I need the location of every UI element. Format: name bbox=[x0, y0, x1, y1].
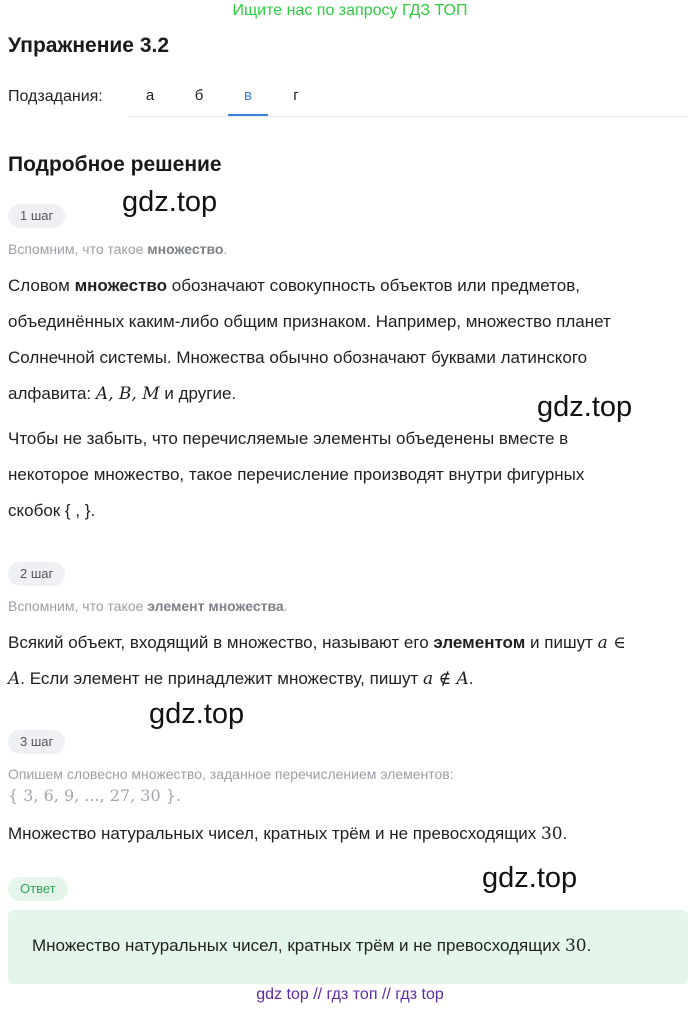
step-2-paragraph bbox=[8, 625, 688, 697]
text-line: некоторое множество, такое перечисление производят внутри фигурных bbox=[8, 465, 585, 484]
text-line: Чтобы не забыть, что перечисляемые элементы объеденены вместе в bbox=[8, 429, 569, 448]
step-2-hint: Вспомним, что такое элемент множества. bbox=[8, 598, 288, 614]
footer-links: gdz top // гдз топ // гдз top bbox=[256, 986, 444, 1003]
step-1-paragraph-2 bbox=[8, 421, 688, 529]
set-notation: { 3, 6, 9, ..., 27, 30 }. bbox=[8, 786, 181, 805]
subtasks-label: Подзадания: bbox=[8, 88, 103, 105]
tab-v[interactable]: в bbox=[228, 78, 268, 116]
tab-b[interactable]: б bbox=[194, 87, 204, 104]
math-letters: A, B, M bbox=[95, 384, 160, 404]
step-1-badge: 1 шаг bbox=[8, 204, 65, 228]
step-2-badge: 2 шаг bbox=[8, 562, 65, 586]
answer-badge: Ответ bbox=[8, 877, 68, 901]
subtask-tabs bbox=[128, 78, 688, 117]
tab-g[interactable]: г bbox=[293, 87, 299, 104]
text-line: Словом множество обозначают совокупность объектов или предметов, bbox=[8, 276, 580, 295]
text-line: алфавита: A, B, M и другие. bbox=[8, 384, 237, 404]
watermark: gdz.top bbox=[149, 698, 245, 730]
promo-banner: Ищите нас по запросу ГДЗ ТОП bbox=[232, 2, 468, 19]
answer-box bbox=[8, 910, 688, 984]
watermark: gdz.top bbox=[537, 391, 633, 423]
answer-text: Множество натуральных чисел, кратных трём и не превосходящих 30. bbox=[32, 936, 592, 956]
watermark: gdz.top bbox=[482, 862, 578, 894]
step-3-text: Множество натуральных чисел, кратных трём и не превосходящих 30. bbox=[8, 824, 568, 844]
text-line: скобок { , }. bbox=[8, 501, 96, 520]
step-3-hint: Опишем словесно множество, заданное перечислением элементов: bbox=[8, 766, 454, 782]
step-1-hint: Вспомним, что такое множество. bbox=[8, 241, 228, 257]
text-line: A. Если элемент не принадлежит множеству, пишут a ∉ A. bbox=[8, 669, 474, 689]
text-line: Солнечной системы. Множества обычно обозначают буквами латинского bbox=[8, 348, 588, 367]
text-line: Всякий объект, входящий в множество, называют его элементом и пишут a ∈ bbox=[8, 633, 626, 653]
tab-a[interactable]: а bbox=[145, 87, 155, 104]
section-title: Подробное решение bbox=[8, 153, 222, 176]
step-3-badge: 3 шаг bbox=[8, 730, 65, 754]
text-line: объединённых каким-либо общим признаком. Например, множество планет bbox=[8, 312, 611, 331]
watermark: gdz.top bbox=[122, 186, 218, 218]
page-title: Упражнение 3.2 bbox=[8, 34, 170, 57]
